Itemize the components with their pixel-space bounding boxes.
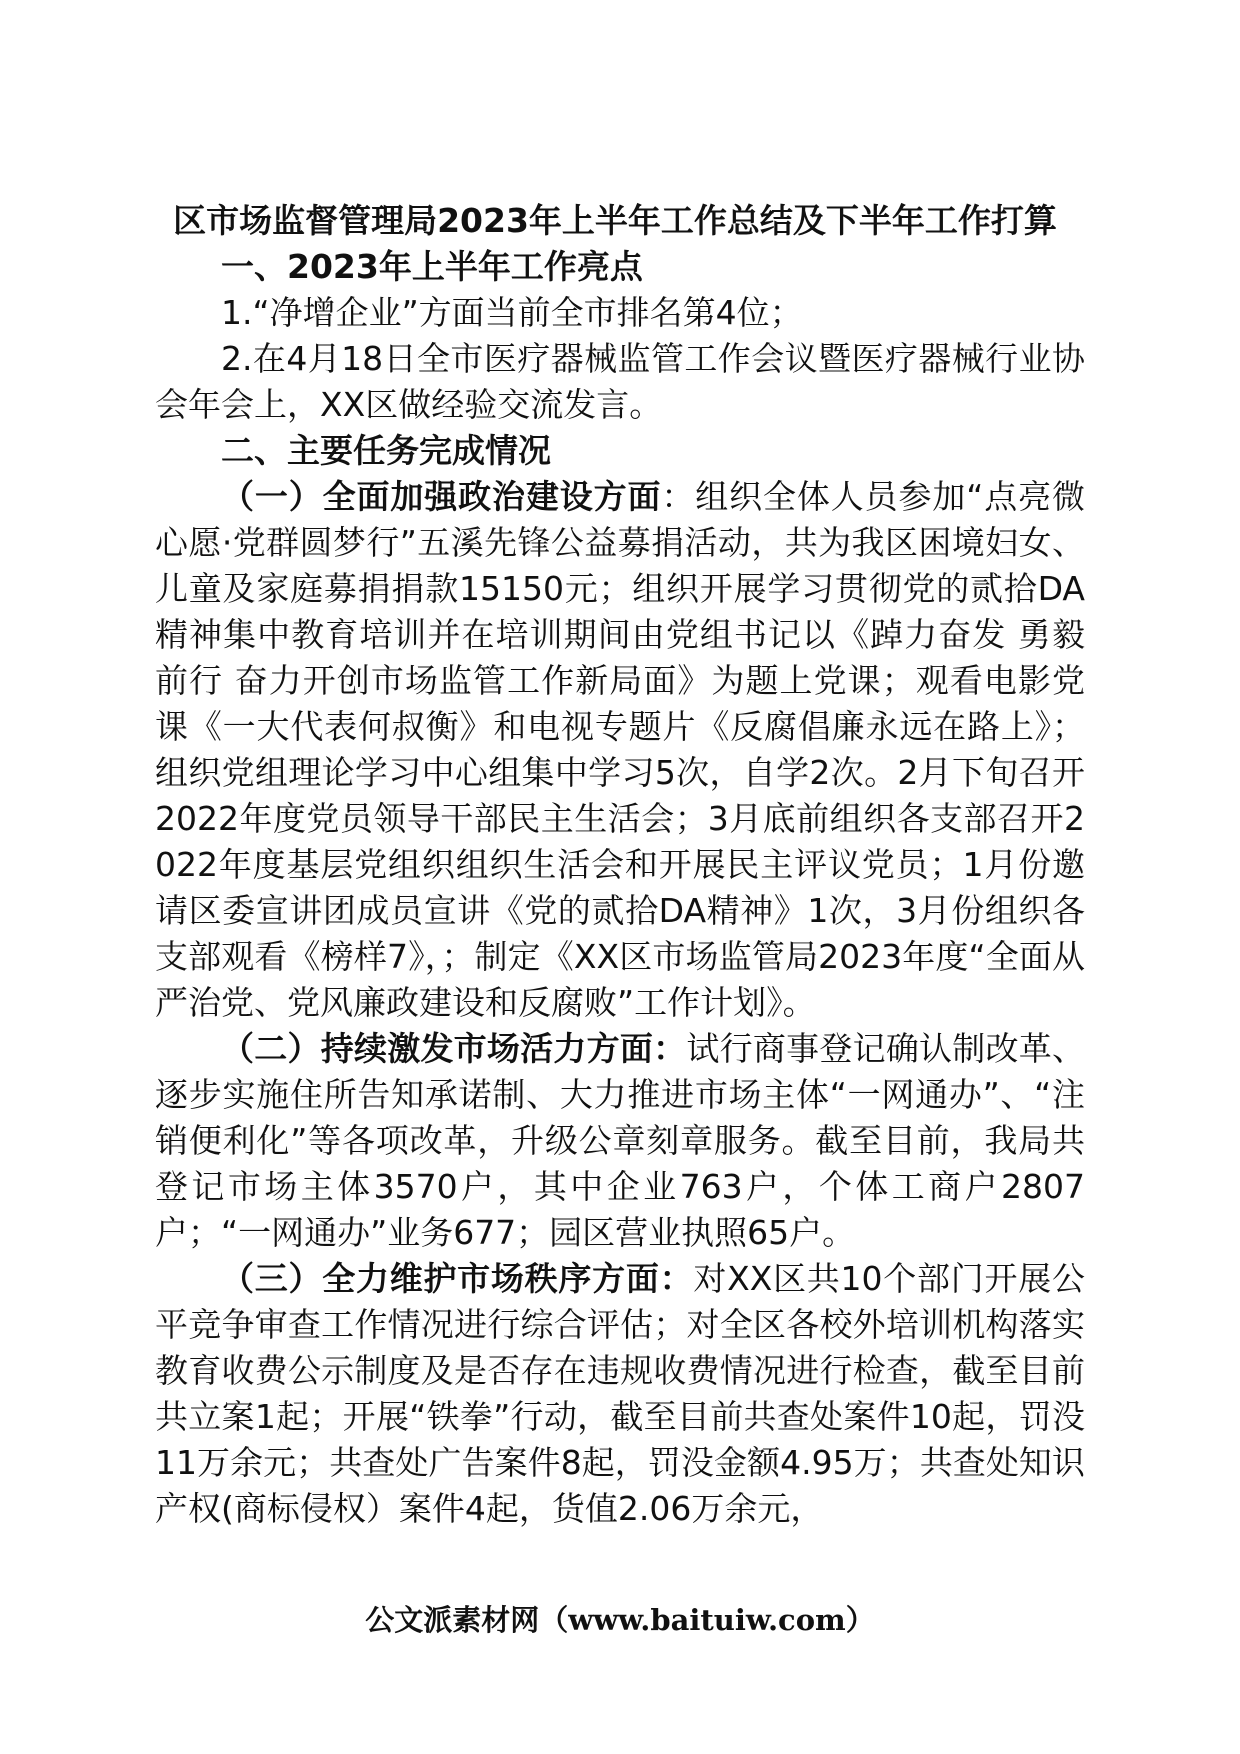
- section-heading-tasks: 二、主要任务完成情况: [221, 431, 551, 470]
- task-paragraph-1: [155, 474, 1085, 1026]
- task-paragraph-1-lead: （一）全面加强政治建设方面: [221, 477, 662, 516]
- document-body: [155, 198, 1085, 1532]
- task-paragraph-3-text: 对XX区共10个部门开展公平竞争审查工作情况进行综合评估；对全区各校外培训机构落实教育收费公示制度及是否存在违规收费情况进行检查，截至目前共立案1起；开展“铁拳”行动，截至目前共查处案件10起，罚没11万余元；共查处广告案件8起，罚没金额4.95万；共查处知识产权(商标侵权）案件4起，货值2.06万余元，: [155, 1259, 1085, 1528]
- highlight-item-2: 2.在4月18日全市医疗器械监管工作会议暨医疗器械行业协会年会上，XX区做经验交流发言。: [155, 339, 1085, 424]
- task-paragraph-2-lead: （二）持续激发市场活力方面：: [221, 1029, 687, 1068]
- section-heading-highlights: 一、2023年上半年工作亮点: [221, 247, 643, 286]
- document-title: 区市场监督管理局2023年上半年工作总结及下半年工作打算: [173, 201, 1057, 240]
- task-paragraph-3-lead: （三）全力维护市场秩序方面：: [221, 1259, 694, 1298]
- task-paragraph-2: [155, 1026, 1085, 1256]
- footer-watermark-text: 公文派素材网（www.baituiw.com）: [365, 1603, 875, 1637]
- task-paragraph-2-text: 试行商事登记确认制改革、逐步实施住所告知承诺制、大力推进市场主体“一网通办”、“注销便利化”等各项改革，升级公章刻章服务。截至目前，我局共登记市场主体3570户，其中企业763户，个体工商户2807户；“一网通办”业务677；园区营业执照65户。: [155, 1029, 1086, 1252]
- task-paragraph-3: [155, 1256, 1085, 1532]
- task-paragraph-1-text: ：组织全体人员参加“点亮微心愿·党群圆梦行”五溪先锋公益募捐活动，共为我区困境妇女、儿童及家庭募捐捐款15150元；组织开展学习贯彻党的贰拾DA精神集中教育培训并在培训期间由党组书记以《踔力奋发 勇毅前行 奋力开创市场监管工作新局面》为题上党课；观看电影党课《一大代表何叔衡》和电视专题片《反腐倡廉永远在路上》；组织党组理论学习中心组集中学习5次，自学2次。2月下旬召开2022年度党员领导干部民主生活会；3月底前组织各支部召开2022年度基层党组织组织生活会和开展民主评议党员；1月份邀请区委宣讲团成员宣讲《党的贰拾DA精神》1次，3月份组织各支部观看《榜样7》，；制定《XX区市场监管局2023年度“全面从严治党、党风廉政建设和反腐败”工作计划》。: [155, 477, 1085, 1022]
- highlight-item-1: 1.“净增企业”方面当前全市排名第4位；: [221, 293, 803, 332]
